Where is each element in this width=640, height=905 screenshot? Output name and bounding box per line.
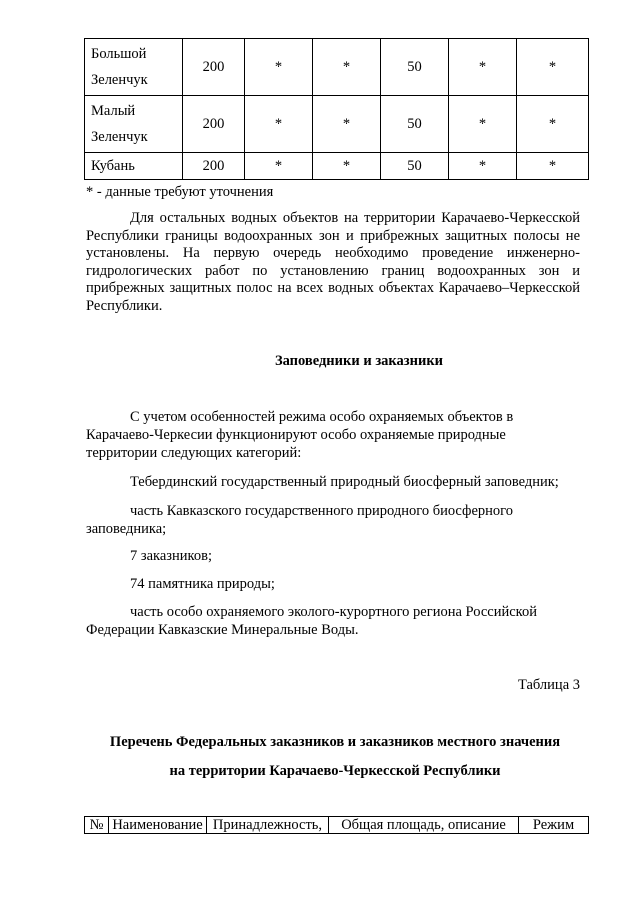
- column-header: Наименование: [109, 817, 207, 834]
- table-cell: 50: [381, 96, 449, 153]
- table-cell: *: [313, 39, 381, 96]
- intro-line: Карачаево-Черкесии функционируют особо охраняемые природные: [86, 427, 506, 443]
- river-name-cell: Кубань: [85, 153, 183, 180]
- reserves-table-header: [84, 816, 589, 834]
- column-header: Общая площадь, описание: [329, 817, 519, 834]
- table-cell: 50: [381, 153, 449, 180]
- table-cell: *: [517, 39, 589, 96]
- table-row: [85, 39, 589, 96]
- paragraph-borders: Для остальных водных объектов на территории Карачаево-Черкесской Республики границы водоохранных зон и прибрежных защитных полосы не установлены. На первую очередь необходимо проведение инженерно-гидрологических работ по установлению границ водоохранных зон и прибрежных защитных полос на всех водных объектах Карачаево–Черкесской Республики.: [86, 210, 580, 314]
- category-item: часть особо охраняемого эколого-курортного региона Российской: [130, 604, 537, 620]
- water-protection-table: [84, 38, 589, 180]
- category-item: Тебердинский государственный природный биосферный заповедник;: [130, 474, 559, 490]
- section-heading: Заповедники и заказники: [274, 353, 444, 369]
- column-header: №: [85, 817, 109, 834]
- table-title: на территории Карачаево-Черкесской Республики: [169, 763, 501, 779]
- intro-line: территории следующих категорий:: [86, 445, 302, 461]
- intro-line: С учетом особенностей режима особо охраняемых объектов в: [130, 409, 514, 425]
- table-cell: *: [517, 96, 589, 153]
- table-cell: *: [449, 96, 517, 153]
- river-name-line: Большой: [91, 46, 147, 62]
- table-label: Таблица 3: [517, 677, 580, 693]
- table-title: Перечень Федеральных заказников и заказников местного значения: [109, 734, 561, 750]
- table-row: [85, 153, 589, 180]
- river-name-line: Малый: [91, 103, 136, 119]
- table-cell: *: [449, 39, 517, 96]
- column-header: Режим: [519, 817, 589, 834]
- category-item: Федерации Кавказские Минеральные Воды.: [86, 622, 359, 638]
- category-item: 7 заказников;: [130, 548, 212, 564]
- table-cell: 50: [381, 39, 449, 96]
- table-cell: 200: [183, 96, 245, 153]
- table-cell: *: [245, 39, 313, 96]
- table-cell: *: [517, 153, 589, 180]
- table-header-row: [85, 817, 589, 834]
- table-cell: *: [313, 153, 381, 180]
- category-item: 74 памятника природы;: [130, 576, 275, 592]
- table-row: [85, 96, 589, 153]
- footnote: * - данные требуют уточнения: [86, 184, 274, 200]
- table-cell: *: [449, 153, 517, 180]
- river-name-line: Зеленчук: [91, 72, 148, 88]
- river-name-line: Зеленчук: [91, 129, 148, 145]
- table-cell: *: [245, 153, 313, 180]
- river-name-cell: [85, 96, 183, 153]
- column-header: Принадлежность,: [207, 817, 329, 834]
- table-cell: *: [245, 96, 313, 153]
- category-item: заповедника;: [86, 521, 167, 537]
- river-name-cell: [85, 39, 183, 96]
- table-cell: 200: [183, 39, 245, 96]
- table-cell: 200: [183, 153, 245, 180]
- table-cell: *: [313, 96, 381, 153]
- category-item: часть Кавказского государственного природного биосферного: [130, 503, 513, 519]
